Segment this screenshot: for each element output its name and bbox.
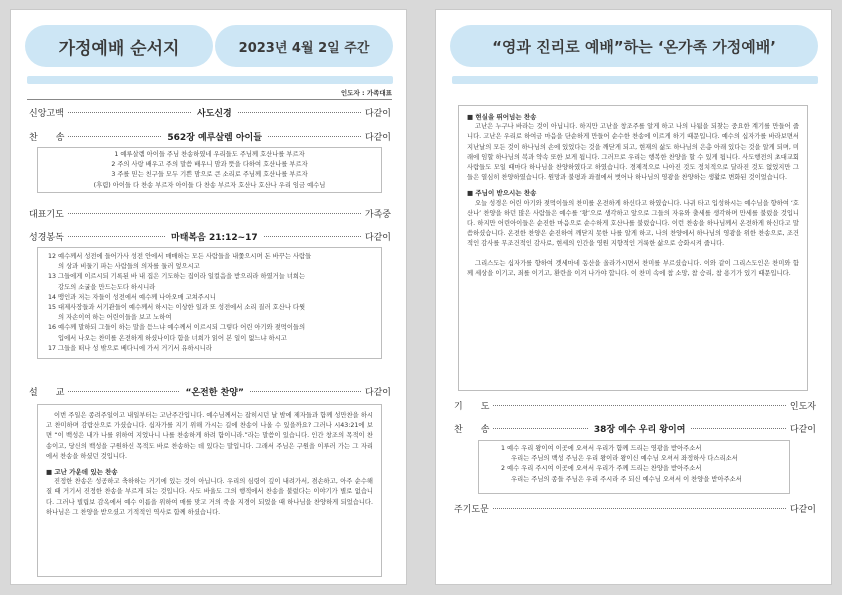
verse-line: 17 그들을 떠나 성 밖으로 베다니에 가서 거기서 유하시니라 [48,344,212,352]
lords-prayer-who: 다같이 [789,505,816,515]
left-page [10,9,407,585]
sermon-intro: 이번 주일은 종려주일이고 내일부터는 고난주간입니다. 예수님께서는 잡히시던 날 밤에 제자들과 함께 성만찬을 하시고 찬미하며 감람산으로 가셨습니다. 십자가를 지기 위해 가시는 길에 찬송이 나올 수 있을까요? 그러나 시43:21에 보면 “이 백성은 내가 나를 위하여 지었나니 나를 찬송하게 하려 함이니라.”라는 말씀이 있습니다. 인간 창조의 목적이 찬송이고, 당신의 백성을 구원하신 목적도 바로 찬송하는 데 있다는 말입니다. 그래서 주님은 구원을 이루러 가는 그 자리에서 찬송을 하셨던 것입니다. [46,412,373,460]
lyric-line: (후렴) 아이들 다 찬송 부르자 아이들 다 찬송 부르자 호산나 호산나 우리 임금 예수님 [93,181,326,189]
hymn-lyrics-box [37,147,382,193]
leader-divider [27,99,392,100]
verse-line: 의 상과 비둘기 파는 사람들의 의자를 둘러 엎으시고 [58,263,200,271]
confession-title: 사도신경 [196,109,232,119]
lyric-line: 우리는 주님의 백성 주님은 우리 왕이라 왕이신 예수님 오셔서 좌정하사 다스리소서 [511,455,738,463]
prayer-who: 인도자 [789,402,816,412]
lyric-line: 1 예수 우리 왕이여 이곳에 오셔서 우리가 함께 드리는 영광을 받아주소서 [501,445,702,452]
sermon-title: “온전한 찬양” [185,388,244,398]
prayer-row [29,209,391,221]
dots [264,236,361,237]
verse-line: 강도의 소굴을 만드는도다 하시니라 [58,283,156,291]
hymn-who: 다같이 [364,133,391,143]
lyric-line: 2 주의 사랑 배우고 주의 말씀 배우니 맘과 뜻을 다하여 호산나를 부르자 [111,161,308,169]
sermon-continued-box [458,105,808,391]
confession-row [29,108,391,120]
scripture-box [37,247,382,359]
right-hymn-lyrics-box [478,440,790,494]
left-title: 가정예배 순서지 [58,38,180,59]
confession-label: 신앙고백 [29,109,64,119]
sermon-heading: ■ 고난 가운데 있는 찬송 [46,468,118,477]
prayer-label: 기 도 [454,402,490,412]
hymn-who: 다같이 [789,425,816,435]
hymn-title: 562장 예루살렘 아이들 [167,133,262,143]
verse-line: 13 그들에게 이르시되 기록된 바 내 집은 기도하는 집이라 일컬음을 받으리라 하였거늘 너희는 [48,273,306,281]
scripture-who: 다같이 [364,233,391,243]
scripture-row [29,232,391,244]
sermon-who: 다같이 [364,388,392,398]
lyric-line: 1 예루살렘 아이들 주님 찬송하였네 우리들도 주님께 호산나를 부르자 [114,151,305,158]
leader-label: 인도자 : 가족대표 [340,89,392,97]
dots [493,405,786,406]
prayer-who: 가족중 [364,210,391,220]
right-title: “영과 진리로 예배”하는 ‘온가족 가정예배’ [492,37,776,56]
lords-prayer-row [454,504,816,516]
dots [68,236,165,237]
hymn-label: 찬 송 [29,133,65,143]
hymn-label: 찬 송 [454,425,490,435]
scripture-ref: 마태복음 21:12~17 [171,233,258,243]
sermon-paragraph: 진정한 찬송은 성공하고 축하하는 거기에 있는 것이 아닙니다. 우리의 심령이 깊이 내려가서, 겸손하고, 아주 순수해질 때 거기서 진정한 찬송을 부르게 되는 것입니다. 사도 바울도 그의 행적에서 찬송을 불렀다는 이야기가 별로 없습니다. 그러나 빌립보 감옥에서 예수 이름을 위하여 매를 맞고 거의 죽을 지경이 되었을 때 하나님을 찬양하게 되었습니다. 하나님은 그 찬양을 받으셨고 기적적인 역사로 함께 하셨습니다. [46,478,373,516]
dots [691,428,786,429]
dots [268,136,361,137]
lyric-line: 2 예수 우리 주시여 이곳에 오셔서 우리가 주께 드리는 찬양을 받아주소서 [501,465,702,473]
lords-prayer-label: 주기도문 [454,505,489,515]
dots [68,391,179,392]
dots [250,391,361,392]
prayer-label: 대표기도 [29,210,64,220]
date-pill [215,25,393,67]
dots [68,136,161,137]
right-accent-bar [452,76,818,84]
right-prayer-row [454,401,816,413]
sermon-heading: ■ 현실을 뛰어넘는 찬송 [467,113,537,121]
spacer [467,250,799,259]
left-title-pill [25,25,213,67]
hymn-row [29,132,391,144]
verse-line: 16 예수께 말하되 그들이 하는 말을 듣느냐 예수께서 이르시되 그렇다 어린 아기와 젖먹이들의 [48,324,306,332]
lyric-line: 우리는 주님의 종들 주님은 우리 주시라 주 되신 예수님 오셔서 이 찬양을 받아주소서 [511,475,742,483]
sermon-heading: ■ 주님이 받으시는 찬송 [467,189,537,198]
left-accent-bar [27,76,393,84]
verse-line: 입에서 나오는 찬미를 온전하게 하셨나이다 함을 너희가 읽어 본 일이 없느냐 하시고 [58,334,287,342]
right-title-pill [450,25,818,67]
dots [493,508,786,509]
right-page [435,9,832,585]
verse-line: 14 맹인과 저는 자들이 성전에서 예수께 나아오매 고쳐주시니 [48,293,217,301]
scripture-label: 성경봉독 [29,233,64,243]
dots [238,112,361,113]
hymn-title: 38장 예수 우리 왕이여 [593,425,686,435]
dots [68,112,191,113]
verse-line: 12 예수께서 성전에 들어가사 성전 안에서 매매하는 모든 사람들을 내쫓으시며 돈 바꾸는 사람들 [48,253,312,260]
dots [68,213,361,214]
right-hymn-row [454,424,816,436]
verse-line: 15 대제사장들과 서기관들이 예수께서 하시는 이상한 일과 또 성전에서 소리 질러 호산나 다윗 [48,304,306,312]
sermon-label: 설 교 [29,388,65,398]
sermon-paragraph: 오늘 성경은 어린 아기와 젖먹이들의 찬미를 온전하게 하신다고 하였습니다. 나귀 타고 입성하시는 예수님을 향하여 ‘호산나’ 찬양을 하던 많은 사람들은 예수를 ‘왕’으로 생각하고 앞으로 그들의 자유와 출세를 생각하며 만세를 불렀을 것입니다. 하지만 어린아이들은 순진한 마음으로 순수하게 호산나를 불렀습니다. 이런 찬송을 하나님께서 온전하게 하신다고 말씀하셨습니다. 온전한 찬양은 순진하여 깨닫지 못한 나를 알게 하고, 나의 찬양에서 하나님의 영광을 위한 찬송으로, 조건적인 감사를 무조건적인 감사로, 현세의 인간을 영원 지향적인 거룩한 삶으로 승화시켜 줍니다. [467,199,799,248]
sermon-paragraph: 고난은 누구나 바라는 것이 아닙니다. 하지만 고난을 창조주를 알게 하고 나의 나됨을 되찾는 중요한 계기를 만들어 줍니다. 고난은 우리로 하여금 마음을 단순하게 만들어 순수한 찬송에 이르게 하기 때문입니다. 예수의 십자가를 바라보면서 지난날의 모든 것이 하나님의 손에 있었다는 것을 깨닫게 되고, 현재의 삶도 하나님의 은총 아래 있다는 것을 알게 되며, 미래에 임할 하나님의 복과 약속 또한 보게 됩니다. 그러므로 우리는 행복한 찬양을 할 수 있게 됩니다. 사도행전의 초대교회 사람들도 모일 때마다 하나님을 찬양하였다고 하였습니다. 경제적으로 나아진 것도 정치적으로 달라진 것도 없었지만 그들은 열심히 찬양하였습니다. 원망과 불평과 좌절에서 벗어나 하나님의 영광을 찬양하는 생활로 변화된 것이었습니다. [467,123,800,182]
sermon-box [37,404,382,577]
confession-who: 다같이 [364,109,391,119]
dots [493,428,588,429]
lyric-line: 3 주를 믿는 친구들 모두 기쁜 맘으로 큰 소리로 주님께 호산나를 부르자 [111,171,308,179]
verse-line: 의 자손이여 하는 어린이들을 보고 노하여 [58,314,172,322]
sermon-row [29,387,391,399]
sermon-paragraph: 그리스도는 십자가를 향하여 겟세마네 동산을 올라가시면서 찬미를 부르셨습니다. 이와 같이 그리스도인은 찬미와 함께 세상을 이기고, 죄를 이기고, 환란을 이겨 나가야 합니다. 이 찬미 속에 참 소망, 참 승리, 참 용기가 있기 때문입니다. [467,259,799,277]
date-label: 2023년 4월 2일 주간 [238,40,370,56]
